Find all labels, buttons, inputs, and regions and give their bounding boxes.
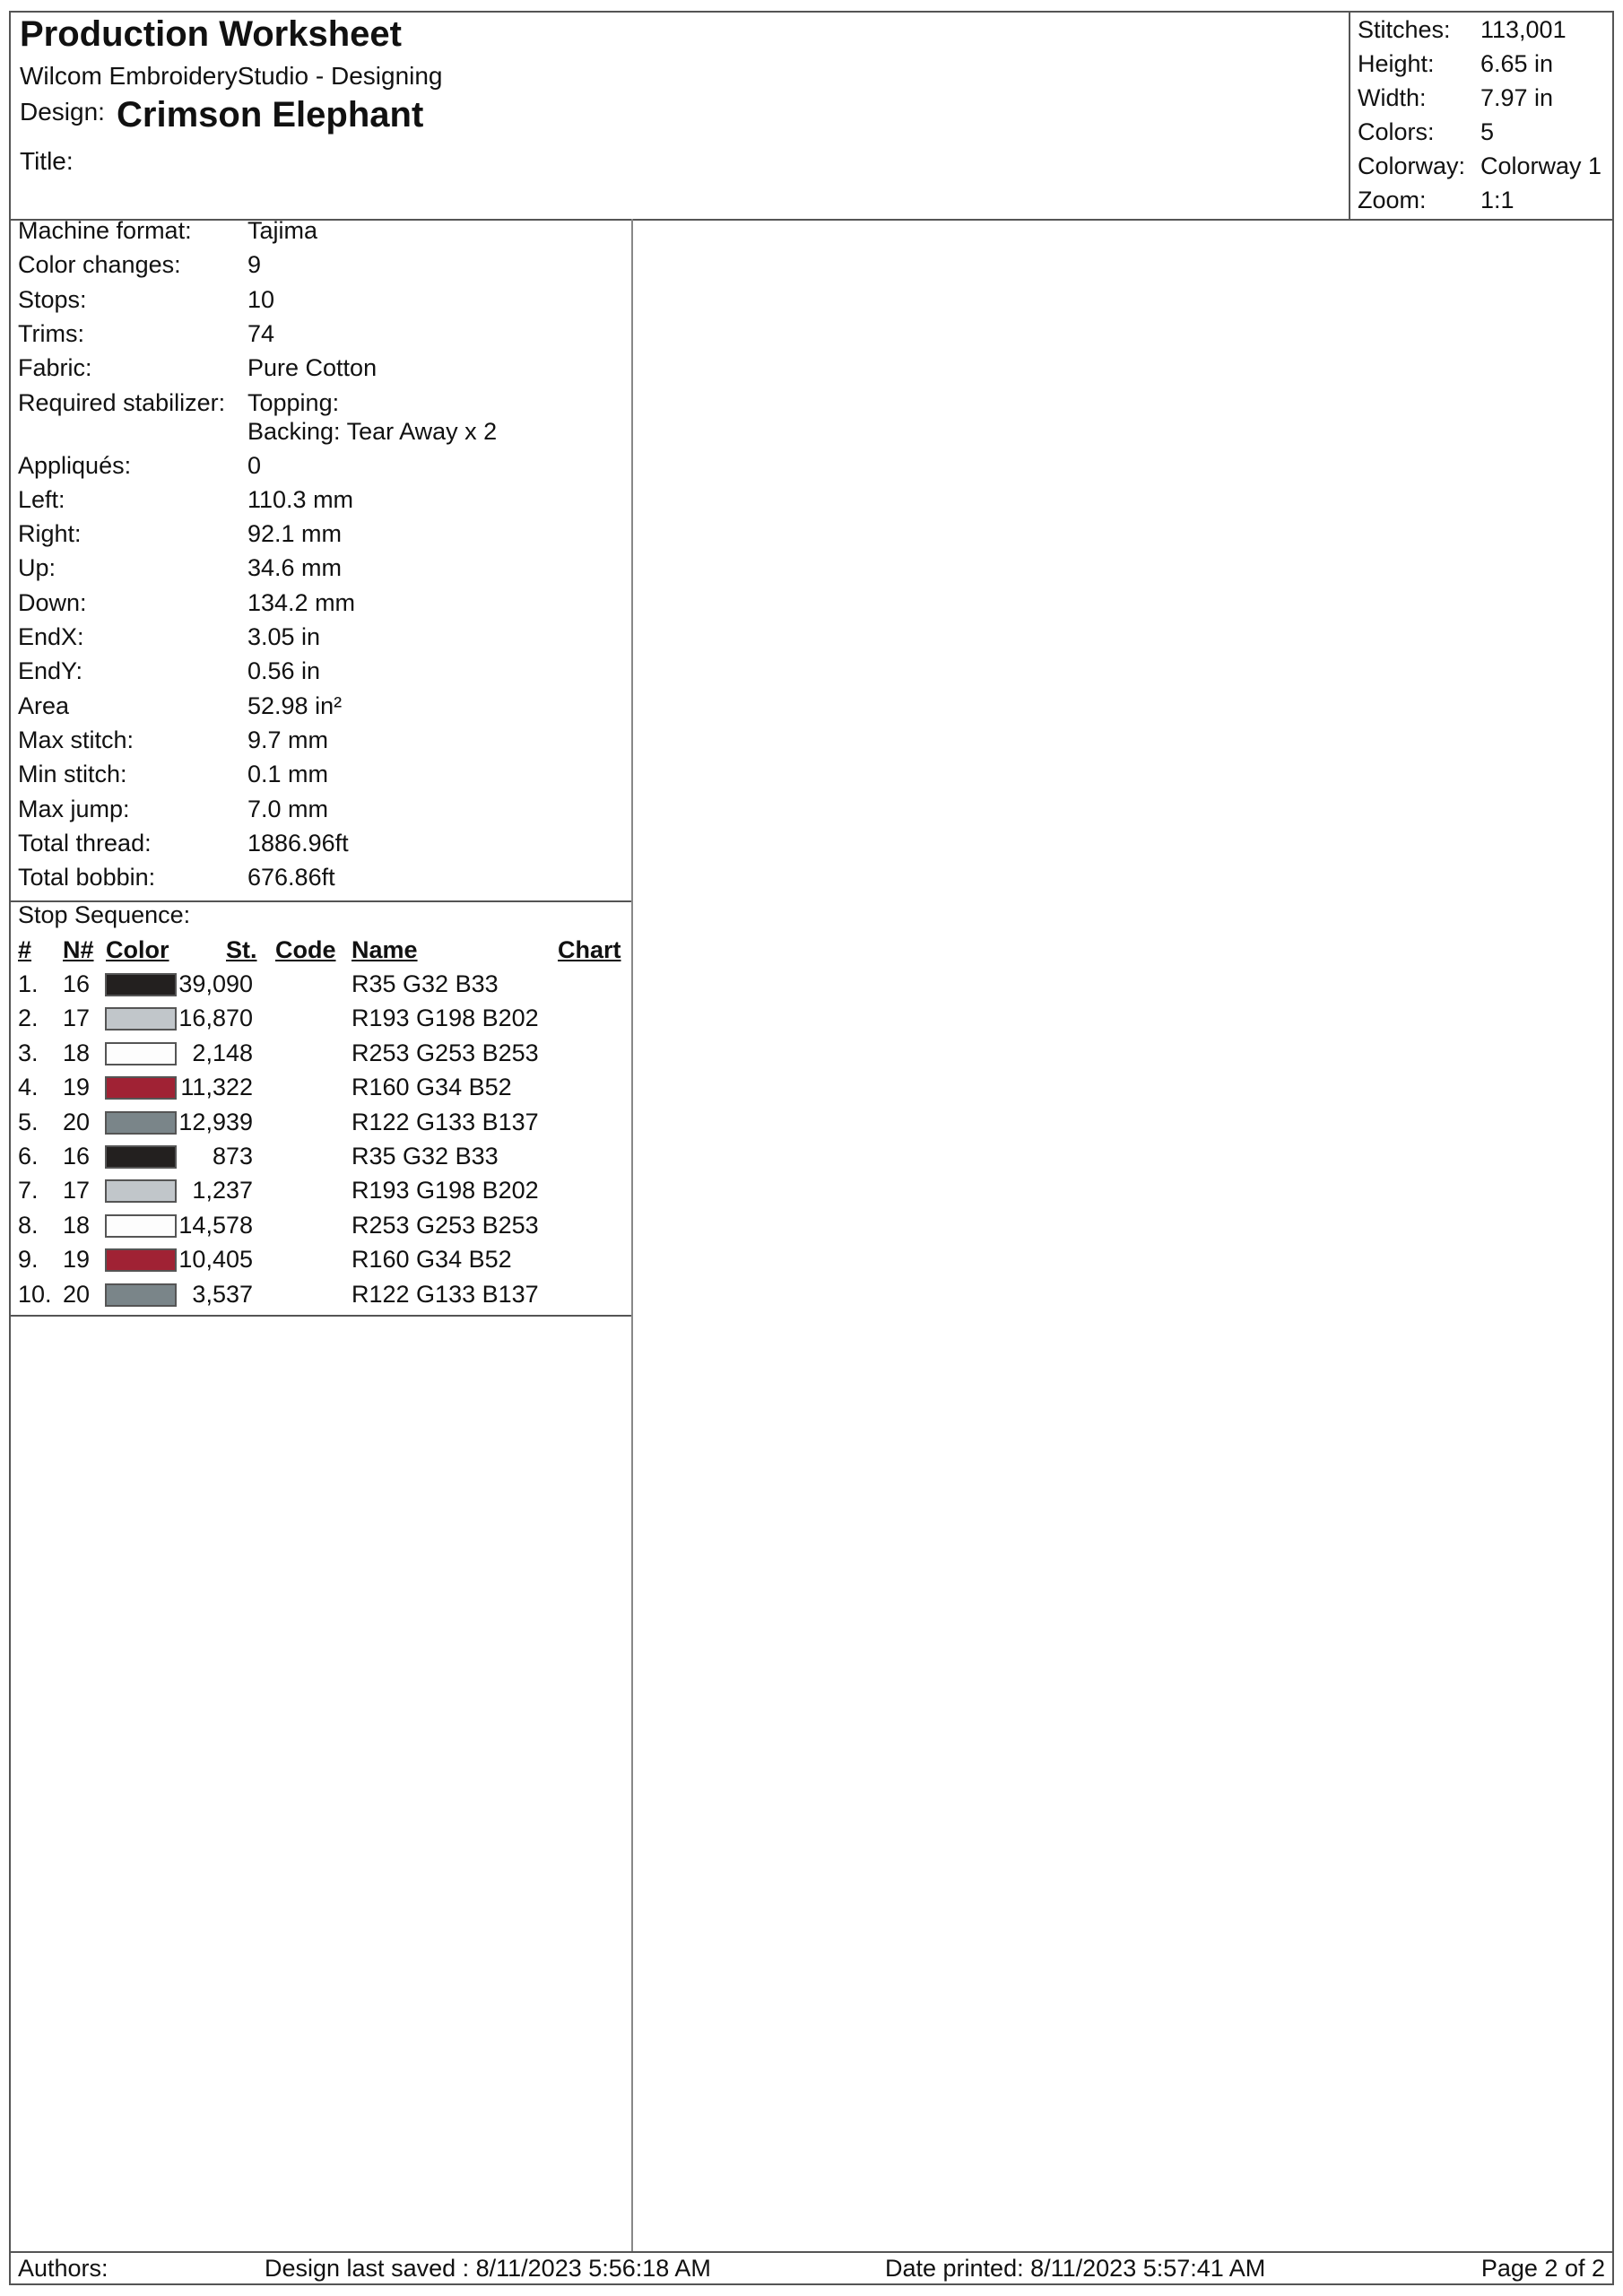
needle-number: 16: [63, 1143, 91, 1170]
table-row: [11, 1212, 629, 1246]
needle-number: 17: [63, 1177, 91, 1205]
needle-number: 19: [63, 1074, 91, 1101]
needle-number: 17: [63, 1004, 91, 1032]
last-saved: Design last saved : 8/11/2023 5:56:18 AM: [265, 2255, 711, 2282]
info-label: Stops:: [18, 285, 87, 313]
needle-number: 18: [63, 1039, 91, 1066]
needle-number: 20: [63, 1280, 91, 1308]
thread-name: R122 G133 B137: [352, 1108, 539, 1135]
info-value: 52.98 in²: [247, 691, 343, 719]
summary-value: 6.65 in: [1480, 50, 1554, 77]
table-row: [11, 1143, 629, 1177]
info-value: Pure Cotton: [247, 354, 378, 382]
stop-sequence-label: Stop Sequence:: [18, 901, 191, 928]
summary-value: Colorway 1: [1480, 152, 1602, 179]
page-number: Page 2 of 2: [1480, 2255, 1605, 2282]
col-header-name: Name: [352, 936, 418, 963]
info-value: Tajima: [247, 217, 318, 244]
info-value: 1886.96ft: [247, 829, 349, 857]
table-row: [11, 1039, 629, 1074]
table-row: [11, 970, 629, 1004]
thread-name: R193 G198 B202: [352, 1004, 539, 1032]
summary-value: 5: [1480, 118, 1495, 145]
summary-value: 7.97 in: [1480, 84, 1554, 111]
info-value: 92.1 mm: [247, 520, 343, 548]
preview-divider: [631, 219, 633, 2251]
info-value: Topping:: [247, 388, 340, 416]
table-row: [11, 1004, 629, 1039]
stitch-count: 1,237: [192, 1177, 253, 1205]
info-label: Total thread:: [18, 829, 152, 857]
needle-number: 16: [63, 970, 91, 997]
thread-name: R253 G253 B253: [352, 1211, 539, 1239]
row-number: 7.: [18, 1177, 39, 1205]
info-label: Right:: [18, 520, 82, 548]
col-header-needle: N#: [63, 936, 94, 963]
summary-value: 113,001: [1480, 16, 1567, 43]
info-value: 10: [247, 285, 275, 313]
title-label: Title:: [20, 147, 74, 175]
col-header-code: Code: [275, 936, 336, 963]
stitch-count: 12,939: [178, 1108, 253, 1135]
row-number: 2.: [18, 1004, 39, 1032]
design-label: Design:: [20, 98, 105, 126]
info-label: Machine format:: [18, 217, 192, 244]
info-value: 3.05 in: [247, 623, 321, 650]
summary-label: Width:: [1358, 84, 1427, 111]
info-label: Fabric:: [18, 354, 92, 382]
thread-name: R35 G32 B33: [352, 1143, 499, 1170]
col-header-stitches: St.: [226, 936, 257, 963]
info-label: Left:: [18, 485, 65, 513]
authors-label: Authors:: [18, 2255, 108, 2282]
info-label: EndX:: [18, 623, 84, 650]
info-value: 34.6 mm: [247, 554, 343, 582]
table-row: [11, 1074, 629, 1108]
info-label: Area: [18, 691, 70, 719]
col-header-chart: Chart: [558, 936, 621, 963]
info-value: 74: [247, 319, 275, 347]
info-value: 0.56 in: [247, 657, 321, 685]
table-row: [11, 1281, 629, 1315]
info-value: 676.86ft: [247, 864, 335, 891]
summary-label: Colorway:: [1358, 152, 1466, 179]
thread-name: R160 G34 B52: [352, 1246, 512, 1274]
info-label: Down:: [18, 588, 87, 616]
info-label: Max stitch:: [18, 726, 135, 753]
info-value: 0.1 mm: [247, 761, 329, 788]
info-value: 9: [247, 251, 262, 279]
stitch-count: 10,405: [178, 1246, 253, 1274]
stitch-count: 16,870: [178, 1004, 253, 1032]
info-label: Total bobbin:: [18, 864, 156, 891]
thread-name: R253 G253 B253: [352, 1039, 539, 1066]
info-value: 110.3 mm: [247, 485, 354, 513]
summary-value: 1:1: [1480, 187, 1515, 213]
stitch-count: 3,537: [192, 1280, 253, 1308]
summary-label: Zoom:: [1358, 187, 1427, 213]
info-label: Up:: [18, 554, 56, 582]
worksheet-title: Production Worksheet: [20, 14, 402, 54]
info-value: 9.7 mm: [247, 726, 329, 753]
summary-label: Height:: [1358, 50, 1435, 77]
info-label: Color changes:: [18, 251, 181, 279]
footer: [11, 2251, 1612, 2285]
stitch-count: 2,148: [192, 1039, 253, 1066]
needle-number: 19: [63, 1246, 91, 1274]
thread-name: R35 G32 B33: [352, 970, 499, 997]
thread-name: R160 G34 B52: [352, 1074, 512, 1101]
row-number: 8.: [18, 1211, 39, 1239]
info-value: 134.2 mm: [247, 588, 356, 616]
row-number: 6.: [18, 1143, 39, 1170]
thread-name: R193 G198 B202: [352, 1177, 539, 1205]
row-number: 1.: [18, 970, 39, 997]
info-value: 0: [247, 451, 262, 479]
summary-divider: [1349, 13, 1350, 219]
col-header-num: #: [18, 936, 32, 963]
row-number: 3.: [18, 1039, 39, 1066]
summary-label: Colors:: [1358, 118, 1435, 145]
info-label: Trims:: [18, 319, 84, 347]
stitch-count: 39,090: [178, 970, 253, 997]
table-row: [11, 1177, 629, 1211]
needle-number: 20: [63, 1108, 91, 1135]
row-number: 4.: [18, 1074, 39, 1101]
info-label: Required stabilizer:: [18, 388, 226, 416]
worksheet-page: [9, 11, 1614, 2285]
table-row: [11, 1109, 629, 1143]
row-number: 9.: [18, 1246, 39, 1274]
info-value-secondary: Backing: Tear Away x 2: [247, 417, 498, 445]
info-value: 7.0 mm: [247, 795, 329, 822]
table-row: [11, 1246, 629, 1280]
table-divider: [11, 1315, 631, 1317]
needle-number: 18: [63, 1211, 91, 1239]
row-number: 5.: [18, 1108, 39, 1135]
stitch-count: 873: [212, 1143, 253, 1170]
stitch-count: 14,578: [178, 1211, 253, 1239]
thread-name: R122 G133 B137: [352, 1280, 539, 1308]
app-name: Wilcom EmbroideryStudio - Designing: [20, 62, 443, 90]
info-label: EndY:: [18, 657, 83, 685]
info-label: Appliqués:: [18, 451, 132, 479]
col-header-color: Color: [106, 936, 169, 963]
date-printed: Date printed: 8/11/2023 5:57:41 AM: [885, 2255, 1266, 2282]
design-name: Crimson Elephant: [117, 95, 424, 135]
summary-label: Stitches:: [1358, 16, 1451, 43]
info-label: Max jump:: [18, 795, 130, 822]
row-number: 10.: [18, 1280, 52, 1308]
stitch-count: 11,322: [180, 1074, 253, 1101]
info-label: Min stitch:: [18, 761, 127, 788]
